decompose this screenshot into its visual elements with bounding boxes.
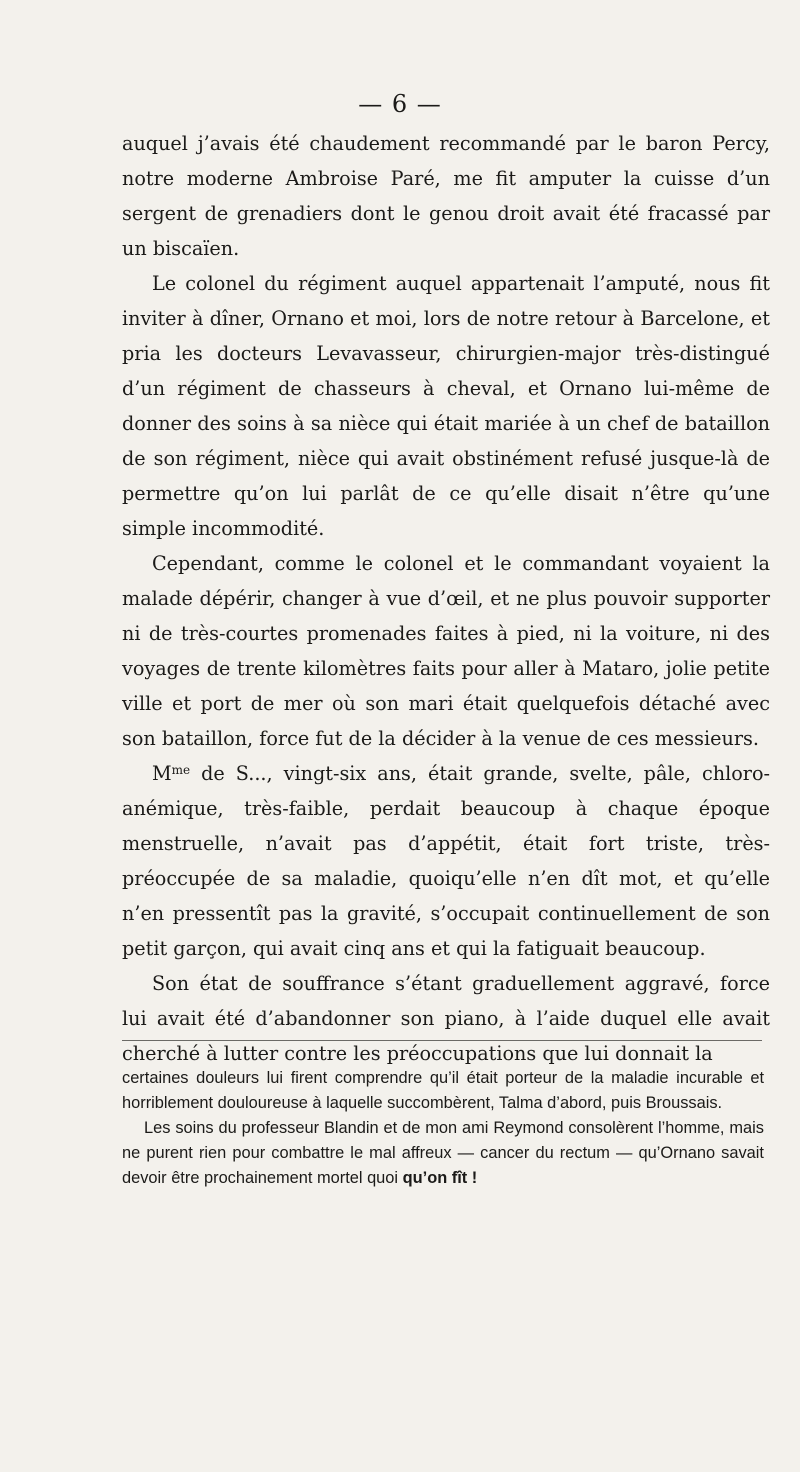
main-text — [122, 126, 770, 1071]
footnote-paragraph-2 — [122, 1116, 764, 1191]
footnote-last-line: qu’on fît ! — [402, 1169, 478, 1187]
paragraph-5: Son état de souffrance s’étant graduellement aggravé, force lui avait été d’abandonner son piano, à l’aide duquel elle avait cherché à lutter contre les préoccupations que lui donnait la — [122, 972, 770, 1065]
paragraph-4-text: de S..., vingt-six ans, était grande, svelte, pâle, chloro-anémique, très-faible, perdait beaucoup à chaque époque menstruelle, n’avait pas d’appétit, était fort triste, très-préoccupée de sa maladie, quoiqu’elle n’en dît mot, et qu’elle n’en pressentît pas la gravité, s’occupait continuellement de son petit garçon, qui avait cinq ans et qui la fatiguait beaucoup. — [122, 762, 770, 960]
page-number: — 6 — — [358, 90, 442, 118]
paragraph-2: Le colonel du régiment auquel appartenait l’amputé, nous fit inviter à dîner, Ornano et moi, lors de notre retour à Barcelone, et pria les docteurs Levavasseur, chirurgien-major très-distingué d’un régiment de chasseurs à cheval, et Ornano lui-même de donner des soins à sa nièce qui était mariée à un chef de bataillon de son régiment, nièce qui avait obstinément refusé jusque-là de permettre qu’on lui parlât de ce qu’elle disait n’être qu’une simple incommodité. — [122, 272, 770, 540]
footnote-paragraph-2-text: Les soins du professeur Blandin et de mon ami Reymond consolèrent l’homme, mais ne purent rien pour combattre le mal affreux — cancer du rectum — qu’Ornano savait devoir être prochainement mortel quoi — [122, 1119, 764, 1187]
footnote-divider — [122, 1040, 762, 1041]
honorific: M — [152, 762, 172, 785]
footnote-paragraph-1: certaines douleurs lui firent comprendre qu’il était porteur de la maladie incurable et horriblement douloureuse à laquelle succombèrent, Talma d’abord, puis Broussais. — [122, 1069, 764, 1112]
footnote — [122, 1066, 764, 1191]
honorific-superscript: me — [171, 763, 191, 777]
paragraph-4 — [122, 756, 770, 966]
paragraph-1: auquel j’avais été chaudement recommandé par le baron Percy, notre moderne Ambroise Paré, me fit amputer la cuisse d’un sergent de grenadiers dont le genou droit avait été fracassé par un biscaïen. — [122, 132, 770, 260]
paragraph-3: Cependant, comme le colonel et le commandant voyaient la malade dépérir, changer à vue d’œil, et ne plus pouvoir supporter ni de très-courtes promenades faites à pied, ni la voiture, ni des voyages de trente kilomètres faits pour aller à Mataro, jolie petite ville et port de mer où son mari était quelquefois détaché avec son bataillon, force fut de la décider à la venue de ces messieurs. — [122, 552, 770, 750]
